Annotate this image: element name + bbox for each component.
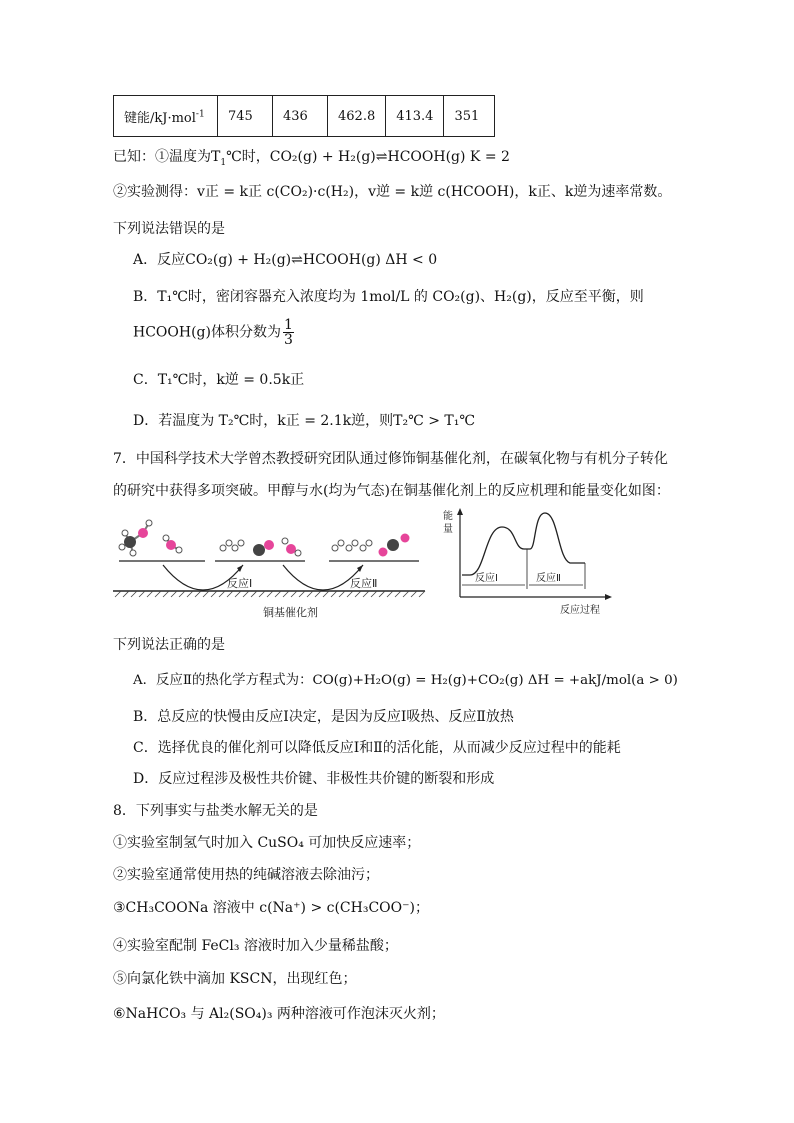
known-temp: T [211, 149, 221, 165]
graph-label-reaction-1: 反应Ⅰ [475, 573, 498, 584]
q7-option-a: A．反应Ⅱ的热化学方程式为：CO(g)+H₂O(g) = H₂(g)+CO₂(g) ΔH = +akJ/mol(a > 0) [133, 673, 678, 688]
table-cell: 745 [218, 96, 273, 137]
q6-option-b-line1: B．T₁℃时，密闭容器充入浓度均为 1mol/L 的 CO₂(g)、H₂(g)，反应至平衡，则 [133, 289, 644, 305]
y-axis-arrow [457, 508, 463, 515]
x-label: 反应过程 [560, 605, 600, 616]
q7-option-b: B．总反应的快慢由反应Ⅰ决定，是因为反应Ⅰ吸热、反应Ⅱ放热 [133, 709, 514, 725]
known-line-2: ②实验测得：v正 = k正 c(CO₂)·c(H₂)，v逆 = k逆 c(HCOOH)，k正、k逆为速率常数。 [113, 184, 672, 200]
table-header-cell [114, 96, 218, 137]
known-equation: ℃时，CO₂(g) + H₂(g)⇌HCOOH(g) K = 2 [226, 149, 510, 165]
fig-label-reaction-2: 反应Ⅱ [350, 577, 378, 590]
methanol-molecule [119, 520, 152, 556]
y-label-1: 能 [443, 511, 453, 522]
q8-item-1: ①实验室制氢气时加入 CuSO₄ 可加快反应速率； [113, 835, 421, 851]
graph-label-reaction-2: 反应Ⅱ [536, 573, 561, 584]
q6-stem: 下列说法错误的是 [113, 221, 225, 237]
co-molecule [253, 540, 274, 556]
co2-molecule [379, 534, 410, 557]
catalyst-hatch [115, 591, 425, 597]
table-header-sup: -1 [195, 109, 205, 120]
table-row [114, 96, 495, 137]
water-molecule [163, 535, 182, 553]
fraction [283, 318, 294, 347]
q8-item-5: ⑤向氯化铁中滴加 KSCN，出现红色； [113, 971, 357, 987]
bond-energy-table [113, 95, 495, 137]
table-cell: 462.8 [328, 96, 386, 137]
q7-stem-line1: 7．中国科学技术大学曾杰教授研究团队通过修饰铜基催化剂，在碳氧化物与有机分子转化 [113, 451, 668, 467]
x-axis-arrow [605, 594, 612, 600]
fig-label-catalyst: 铜基催化剂 [263, 606, 318, 619]
q8-item-3: ③CH₃COONa 溶液中 c(Na⁺) > c(CH₃COO⁻)； [113, 900, 429, 916]
q7-stem-line2: 的研究中获得多项突破。甲醇与水(均为气态)在铜基催化剂上的反应机理和能量变化如图： [113, 483, 670, 499]
energy-graph [440, 505, 620, 617]
q6-option-b-text: HCOOH(g)体积分数为 [133, 324, 281, 341]
fig-label-reaction-1: 反应Ⅰ [227, 577, 253, 590]
h2-molecules-middle [220, 540, 244, 551]
mechanism-figure [113, 505, 433, 620]
h2-molecules-right [332, 540, 372, 551]
fraction-denominator: 3 [283, 332, 293, 348]
fraction-numerator: 1 [283, 317, 293, 333]
water-molecule-middle [282, 538, 301, 556]
q6-option-b-line2 [133, 318, 294, 347]
q7-option-d: D．反应过程涉及极性共价键、非极性共价键的断裂和形成 [133, 771, 495, 787]
table-cell: 436 [273, 96, 328, 137]
y-label-2: 量 [443, 524, 453, 535]
energy-curve [462, 513, 585, 575]
known-prefix: 已知：①温度为 [113, 149, 211, 165]
q8-item-2: ②实验室通常使用热的纯碱溶液去除油污； [113, 867, 379, 883]
known-line-1 [113, 146, 510, 168]
q7-option-c: C．选择优良的催化剂可以降低反应Ⅰ和Ⅱ的活化能，从而减少反应过程中的能耗 [133, 740, 621, 756]
table-cell: 413.4 [386, 96, 444, 137]
q7-question: 下列说法正确的是 [113, 637, 225, 653]
q8-item-4: ④实验室配制 FeCl₃ 溶液时加入少量稀盐酸； [113, 938, 398, 954]
q6-option-a: A．反应CO₂(g) + H₂(g)⇌HCOOH(g) ΔH < 0 [133, 252, 438, 268]
table-cell: 351 [444, 96, 495, 137]
q6-option-d: D．若温度为 T₂℃时，k正 = 2.1k逆，则T₂℃ > T₁℃ [133, 413, 476, 429]
table-header-text: 键能/kJ·mol [124, 110, 196, 126]
q8-item-6: ⑥NaHCO₃ 与 Al₂(SO₄)₃ 两种溶液可作泡沫灭火剂； [113, 1006, 445, 1022]
q6-option-c: C．T₁℃时，k逆 = 0.5k正 [133, 372, 305, 388]
q8-stem: 8．下列事实与盐类水解无关的是 [113, 803, 318, 819]
known-temp-sub: 1 [220, 157, 227, 168]
